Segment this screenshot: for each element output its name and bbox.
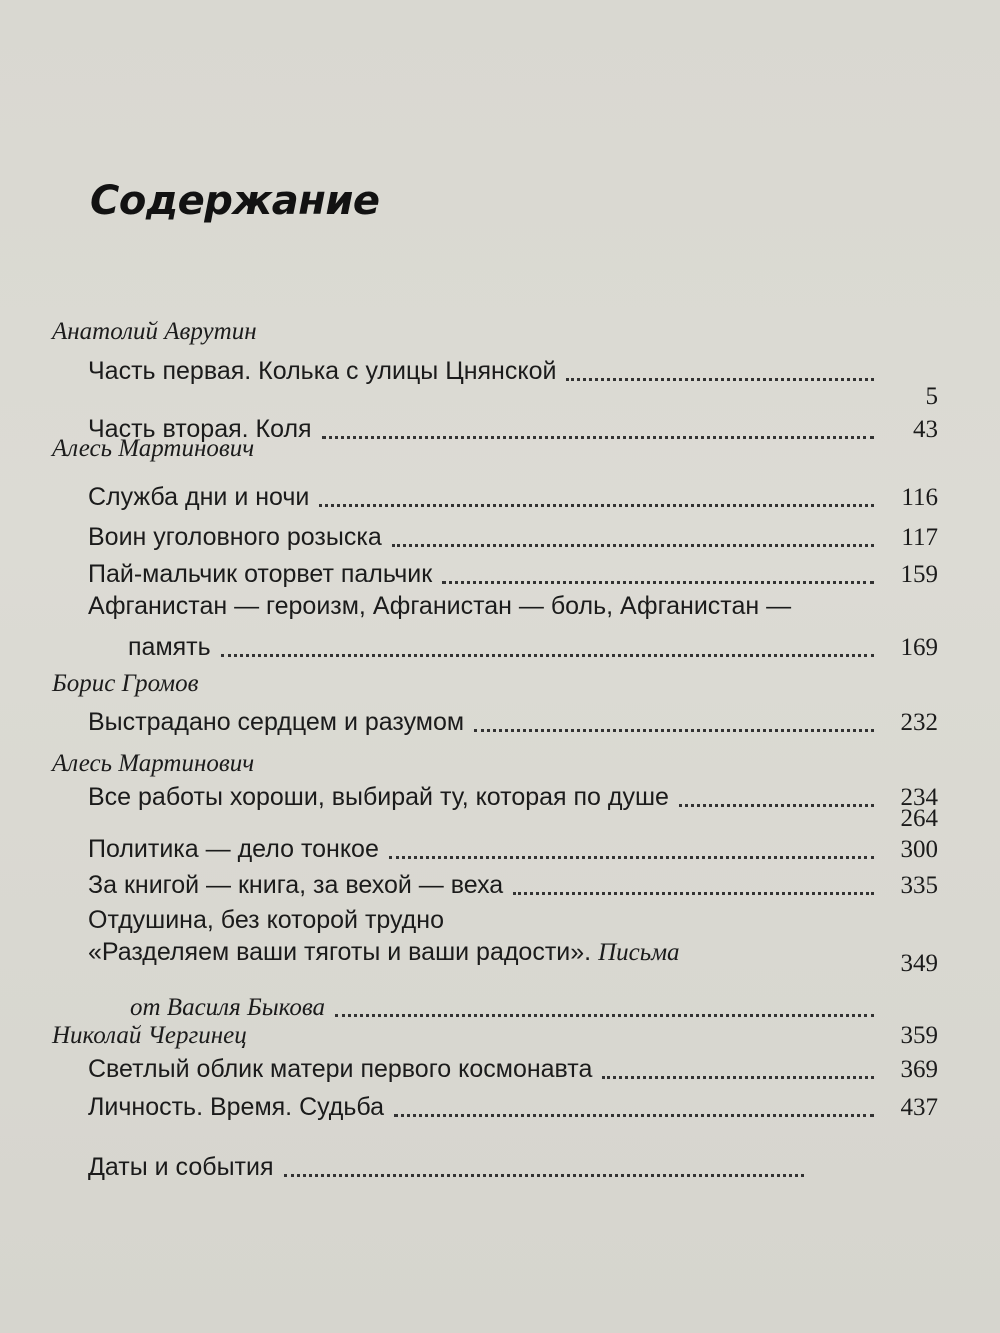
leader-dots [389, 855, 874, 859]
entry-page: 159 [900, 561, 938, 588]
entry-page: 169 [900, 634, 938, 661]
leader-dots [513, 891, 874, 895]
entry-title: Политика — дело тонкое [88, 835, 379, 863]
toc-entry[interactable] [88, 778, 938, 812]
entry-page: 5 [925, 383, 938, 410]
entry-title: Выстрадано сердцем и разумом [88, 708, 465, 736]
entry-page: 349 [900, 950, 938, 977]
toc-entry[interactable] [88, 1088, 938, 1122]
toc-entry[interactable] [130, 988, 938, 1022]
leader-dots [679, 803, 874, 807]
author-name: Алесь Мартинович [52, 435, 255, 462]
entry-page: 437 [900, 1094, 938, 1121]
entry-page: 43 [913, 416, 938, 443]
toc-entry[interactable] [88, 938, 680, 967]
leader-dots [566, 377, 874, 381]
author-name: Анатолий Аврутин [52, 318, 257, 345]
leader-dots [474, 728, 874, 732]
leader-dots [442, 580, 874, 584]
author-name: Николай Чергинец [52, 1022, 247, 1049]
entry-title: Даты и события [88, 1153, 274, 1181]
leader-dots [392, 543, 874, 547]
toc-entry[interactable] [88, 352, 938, 386]
entry-page: 234 [900, 784, 938, 811]
entry-title: Часть вторая. Коля [88, 415, 312, 443]
entry-page: 300 [900, 836, 938, 863]
entry-page: 359 [900, 1022, 938, 1049]
entry-page: 116 [901, 484, 938, 511]
toc-entry[interactable] [88, 866, 938, 900]
author-name: Борис Громов [52, 670, 199, 697]
entry-page: 232 [900, 709, 938, 736]
entry-title: Служба дни и ночи [88, 483, 310, 511]
toc-entry[interactable] [88, 1148, 938, 1182]
page-title: Содержание [90, 178, 380, 224]
author-name: Алесь Мартинович [52, 750, 255, 777]
entry-title: Часть первая. Колька с улицы Цнянской [88, 357, 557, 385]
leader-dots [602, 1075, 874, 1079]
toc-entry[interactable] [88, 830, 938, 864]
leader-dots [335, 1013, 874, 1017]
toc-entry[interactable] [88, 478, 938, 512]
leader-dots [394, 1113, 874, 1117]
entry-title-continued: от Василя Быкова [130, 994, 326, 1021]
toc-entry[interactable] [128, 628, 938, 662]
entry-title-continued: память [128, 633, 211, 661]
entry-title[interactable]: Афганистан — героизм, Афганистан — боль, Афганистан — [88, 592, 792, 620]
leader-dots [221, 653, 874, 657]
toc-entry[interactable] [88, 518, 938, 552]
entry-title: Пай-мальчик оторвет пальчик [88, 560, 433, 588]
entry-title: «Разделяем ваши тяготы и ваши радости». [88, 938, 592, 966]
entry-title-italic: Письма [598, 939, 680, 966]
entry-title: Личность. Время. Судьба [88, 1093, 385, 1121]
leader-dots [319, 503, 874, 507]
entry-title: Светлый облик матери первого космонавта [88, 1055, 593, 1083]
entry-title: Все работы хороши, выбирай ту, которая по душе [88, 783, 669, 811]
entry-title[interactable]: Отдушина, без которой трудно [88, 906, 444, 934]
toc-entry[interactable] [88, 703, 938, 737]
entry-page: 335 [900, 872, 938, 899]
leader-dots [284, 1173, 804, 1177]
leader-dots [322, 435, 874, 439]
entry-page: 369 [900, 1056, 938, 1083]
entry-page: 117 [901, 524, 938, 551]
entry-title: За книгой — книга, за вехой — веха [88, 871, 504, 899]
toc-entry[interactable] [88, 1050, 938, 1084]
toc-entry[interactable] [88, 555, 938, 589]
entry-title: Воин уголовного розыска [88, 523, 382, 551]
entry-page: 264 [900, 805, 938, 832]
